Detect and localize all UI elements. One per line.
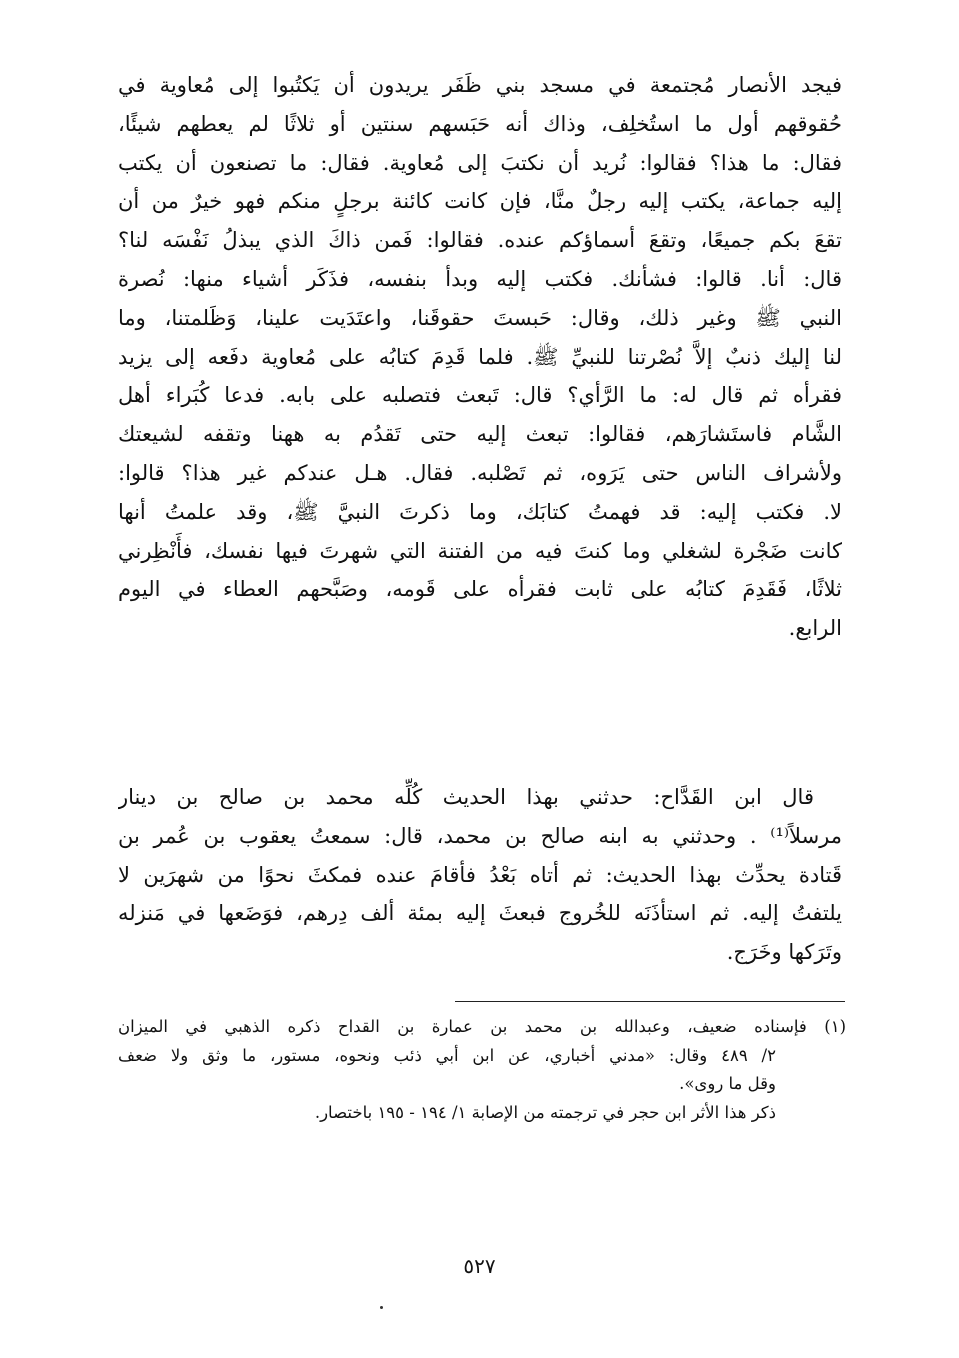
- footnote-separator: [455, 1001, 845, 1002]
- text-line: فيجد الأنصار مُجتمعة في مسجد بني ظَفَر يريدون أن يَكتُبوا إلى مُعاوية في: [118, 73, 842, 97]
- text-line: الرابع.: [788, 616, 842, 641]
- text-line: يلتفتُ إليه. ثم استأذَنَه للخُروج فبعثَ إليه بمئة ألف دِرهم، فوَضَعها في مَنزله: [118, 901, 842, 926]
- text-line: لنا إليك ذنبٌ إلاَّ نُصْرتنا للنبيِّ ﷺ. فلما قَدِمَ كتابُه على مُعاوية دفَعه إلى يزيد: [118, 344, 842, 369]
- footnote-line: وقل ما روى».: [679, 1074, 776, 1093]
- text-line: قَتادة يحدِّث بهذا الحديث: ثم أتاه بَعْدُ فأقامَ عنده فمكثَ نحوًا من شهرَين لا: [118, 862, 842, 887]
- text-line: ولأشراف الناس حتى يَرَوه، ثم تَصْلبه. فقال. هـل عندكم غير هذا؟ قالوا:: [118, 460, 842, 485]
- page-number: ٥٢٧: [463, 1254, 496, 1278]
- text-line: لا. فكتب إليه: قد فهمتُ كتابَك، وما ذكرتَ النبيَّ ﷺ، وقد علمتُ أنها: [118, 499, 842, 524]
- text-line: حُقوقهم أول ما استُخلِف، وذاك أنه حَبَسهم سنتين أو ثلاثًا لم يعطهم شيئًا،: [118, 111, 842, 136]
- footnote-line: ٢/ ٤٨٩ وقال: «مدني أخباري، عن ابن أبي ذئب ونحوه، مستور، ما وثق ولا ضعف: [118, 1045, 776, 1065]
- text-line: إليه جماعة، يكتب إليه رجلٌ منَّا، فإن كانت كائنة برجلٍ منكم فهو خيرٌ من أن: [118, 189, 842, 214]
- main-paragraph: [118, 66, 842, 648]
- text-line: قال ابن القَدَّاح: حدثني بهذا الحديث كُلِّه محمد بن صالح بن دينار: [118, 785, 814, 809]
- scan-speck: [380, 1306, 383, 1309]
- text-line: فقرأه ثم قال له: ما الرَّأي؟ قال: تَبعث فتصلبه على بابه. فدعا كُبَراء أهل: [118, 383, 842, 408]
- text-line: وتَرَكها وخَرَج.: [726, 940, 842, 965]
- footnote-line: ذكر هذا الأثر ابن حجر في ترجمته من الإصابة ١/ ١٩٤ - ١٩٥ باختصار.: [314, 1102, 776, 1122]
- footnote-line: (١) فإسناده ضعيف، وعبدالله بن محمد بن عمارة بن القداح ذكره الذهبي في الميزان: [118, 1017, 846, 1036]
- text-line: الشَّام فاستَشارَهم، فقالوا: تبعث إليه حتى تَقدُم به ههنا وتقفه لشيعتك: [118, 422, 842, 447]
- text-line: ثلاثًا، فَقَدِمَ كتابُه على ثابت فقرأه على قَومه، وصَبَّحهم العطاء في اليوم: [118, 577, 842, 602]
- second-paragraph: [118, 778, 842, 972]
- text-line: النبي ﷺ وغير ذلك، وقال: حَبستَ حقوقَنا، واعتَدَيت علينا، وَظَلمتنا، وما: [118, 305, 842, 330]
- text-line: تقعَ بكم جميعًا، وتقعَ أسماؤكم عنده. فقالوا: فَمن ذاكَ الذي يبذلُ نَفْسَه لنا؟: [118, 228, 842, 253]
- text-line: فقال: ما هذا؟ فقالوا: نُريد أن نكتبَ إلى مُعاوية. فقال: ما تصنعون أن يكتب: [118, 150, 842, 175]
- text-line: كانت ضَجْرة لشغلي وما كنتَ فيه من الفتنة التي شهرتَ فيها نفسك، فأَنْظِرني: [118, 538, 842, 563]
- text-line: قال: أنا. قالوا: فشأنك. فكتب إليه وبدأ بنفسه، فذَكَر أشياء منها: نُصرة: [118, 266, 842, 291]
- text-line: مرسلاً⁽¹⁾ . وحدثني به ابنه صالح بن محمد، قال: سمعتُ يعقوب بن عُمر بن: [118, 823, 842, 848]
- footnotes: [118, 1013, 846, 1127]
